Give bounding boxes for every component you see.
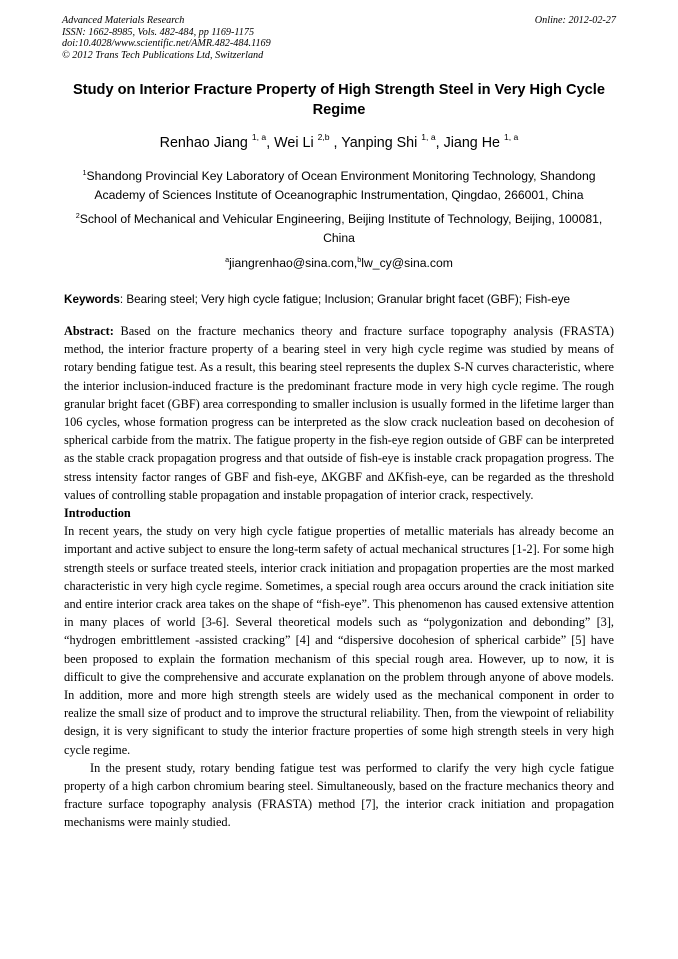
- author-separator: ,: [329, 135, 342, 151]
- author-affiliation-mark: 2,b: [317, 132, 330, 142]
- author-affiliation-mark: 1, a: [251, 132, 267, 142]
- email-address-b[interactable]: lw_cy@sina.com: [361, 256, 453, 270]
- author-affiliation-mark: 1, a: [421, 132, 436, 142]
- email-mark: b: [357, 255, 362, 264]
- email-mark: a: [225, 255, 230, 264]
- author-name: Yanping Shi: [341, 135, 418, 151]
- abstract-text: Based on the fracture mechanics theory and fracture surface topography analysis (FRASTA) method, the interior fracture property of a bearing steel in very high cycle regime was studied by means of rotary bending fatigue test. As a result, this bearing steel represents the duplex S-N curves characteristic, where the interior inclusion-induced fracture is the predominant fracture mode in very high cycle regime. The rough granular bright facet (GBF) area corresponding to smaller inclusion is usually formed in the lifetime larger than 106 cycles, whose formation progress can be interpreted as the slow crack nucleation based on decohesion of spherical carbide from the matrix. The fatigue property in the fish-eye region outside of GBF can be interpreted as the stable crack propagation progress and that outside of fish-eye is instable crack propagation progress. The stress intensity factor ranges of GBF and fish-eye, ΔKGBF and ΔKfish-eye, can be regarded as the threshold values of controlling stable propagation and instable propagation of interior crack, respectively.: [64, 324, 614, 502]
- journal-header: [62, 15, 616, 61]
- affiliation-1: [60, 167, 618, 205]
- keywords-text: : Bearing steel; Very high cycle fatigue; Inclusion; Granular bright facet (GBF); Fish-eye: [119, 293, 571, 306]
- paper-title: Study on Interior Fracture Property of High Strength Steel in Very High Cycle Regime: [73, 82, 605, 118]
- journal-name: Advanced Materials Research: [62, 15, 185, 26]
- affiliation-mark: 2: [75, 211, 80, 220]
- keywords-line: [64, 292, 618, 308]
- introduction-paragraph-2: In the present study, rotary bending fatigue test was performed to clarify the very high cycle fatigue property of a high carbon chromium bearing steel. Simultaneously, based on the fracture mechanics theory and fracture surface topography analysis (FRASTA) method [7], the interior crack initiation and propagation mechanisms were mainly studied.: [64, 760, 614, 830]
- email-line: [60, 254, 618, 273]
- section-heading-introduction: Introduction: [64, 506, 131, 521]
- online-date: Online: 2012-02-27: [534, 15, 616, 26]
- author-name: Renhao Jiang: [159, 135, 248, 151]
- author-affiliation-mark: 1, a: [504, 132, 519, 142]
- author-list: [40, 133, 638, 153]
- issn-line: ISSN: 1662-8985, Vols. 482-484, pp 1169-1175: [62, 26, 255, 38]
- abstract-label: Abstract:: [64, 324, 114, 338]
- keywords-label: Keywords: [64, 293, 120, 306]
- paper-body: [64, 322, 614, 832]
- abstract-paragraph: [64, 322, 614, 504]
- copyright-line: © 2012 Trans Tech Publications Ltd, Switzerland: [62, 49, 264, 61]
- author-name: Wei Li: [274, 135, 314, 151]
- author-separator: ,: [266, 135, 275, 151]
- affiliation-text: Shandong Provincial Key Laboratory of Ocean Environment Monitoring Technology, Shandong Academy of Sciences Institute of Oceanographic Instrumentation, Qingdao, 266001, China: [86, 169, 596, 202]
- affiliation-text: School of Mechanical and Vehicular Engineering, Beijing Institute of Technology, Beijing, 100081, China: [79, 212, 603, 245]
- author-name: Jiang He: [443, 135, 501, 151]
- email-address-a[interactable]: jiangrenhao@sina.com,: [229, 256, 358, 270]
- introduction-paragraph-1: In recent years, the study on very high cycle fatigue properties of metallic materials has already become an important and active subject to ensure the long-term safety of actual mechanical structures [1-2]. For some high strength steels or surface treated steels, interior crack initiation and propagation properties are the most marked characteristic in very high cycle regime. Sometimes, a special rough area occurs around the crack initiation site and entire interior crack area takes on the shape of “fish-eye”. This phenomenon has caused extensive attention in many places of world [3-6]. Several theoretical models such as “polygonization and debonding” [3], “hydrogen embrittlement -assisted cracking” [4] and “dispersive docohesion of spherical carbide” [5] have been proposed to explain the formation mechanism of this special rough area. However, up to now, it is difficult to give the comprehensive and accurate explanation on the problem through anyone of above models. In addition, more and more high strength steels are widely used as the mechanical component in order to realize the small size of product and to improve the structural reliability. Then, from the viewpoint of reliability design, it is very significant to study the interior fracture properties of some high strength steels in very high cycle regime.: [64, 524, 614, 757]
- doi-line: doi:10.4028/www.scientific.net/AMR.482-484.1169: [62, 38, 271, 50]
- author-separator: ,: [435, 135, 444, 151]
- affiliation-mark: 1: [82, 168, 87, 177]
- affiliation-2: [60, 210, 618, 248]
